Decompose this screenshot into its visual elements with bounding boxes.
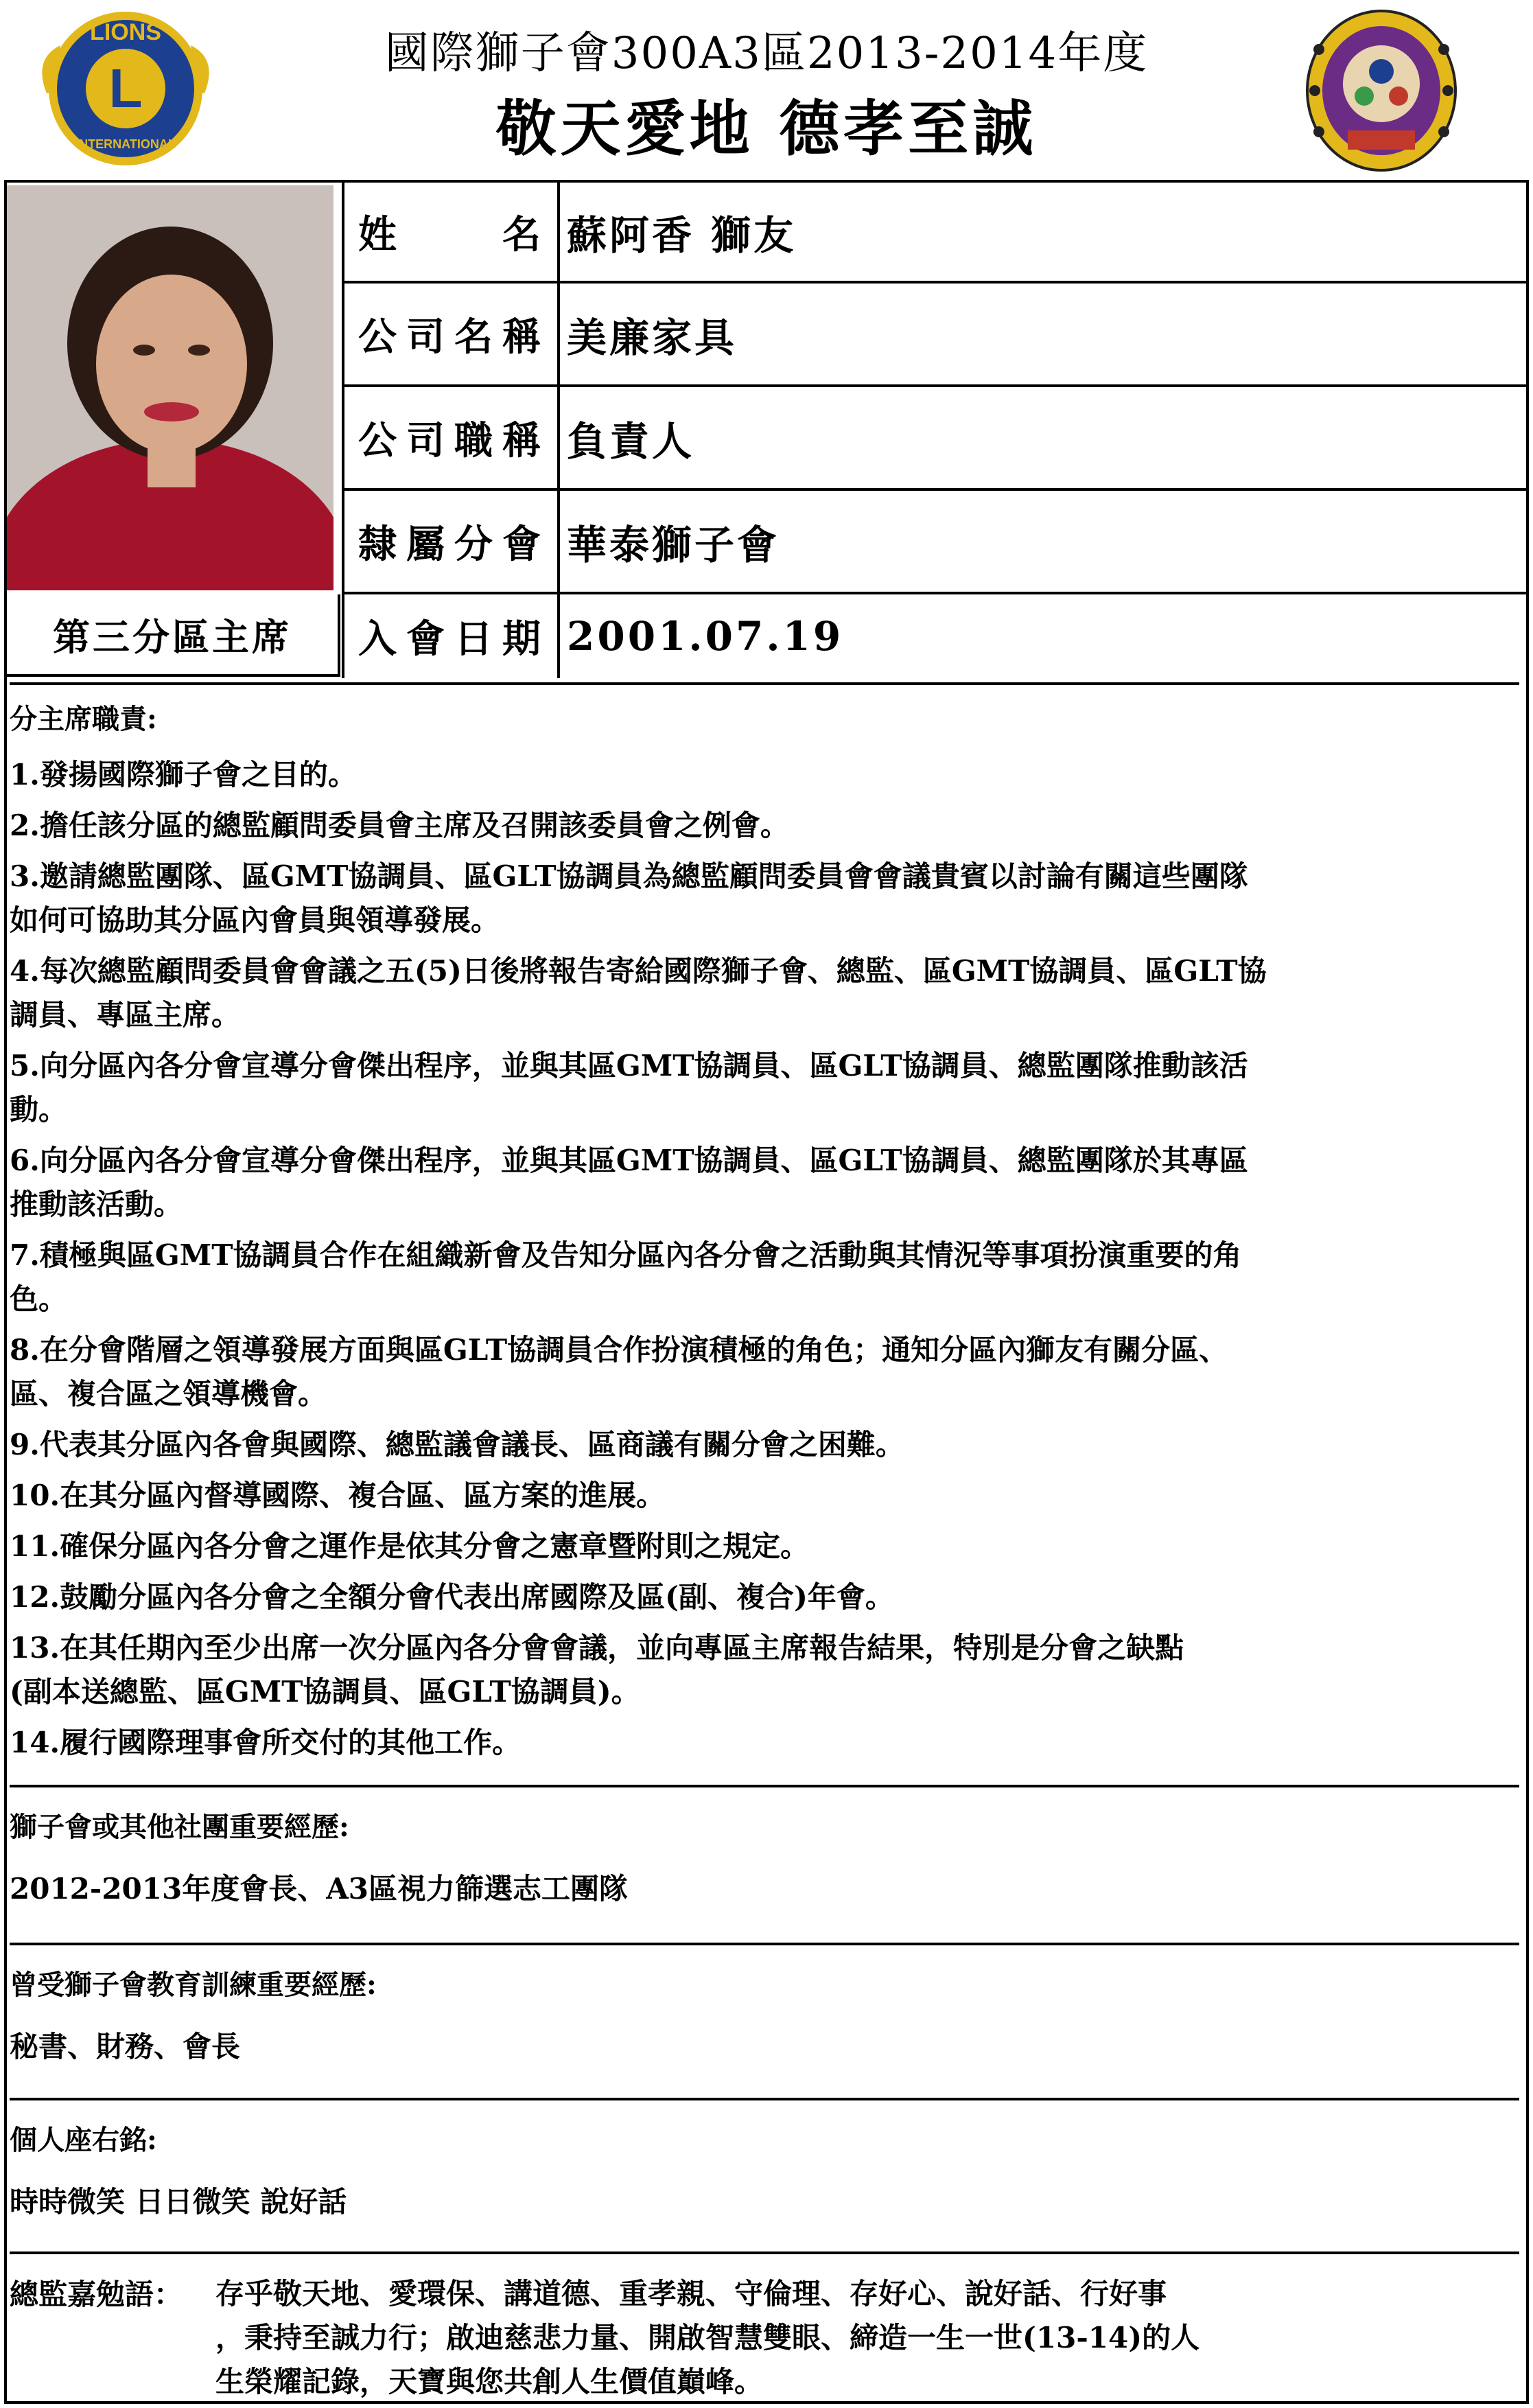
duty-item: 12.鼓勵分區內各分會之全額分會代表出席國際及區(副、複合)年會。 (10, 1580, 894, 1614)
duty-item: 9.代表其分區內各會與國際、總監議會議長、區商議有關分會之困難。 (10, 1428, 904, 1461)
duty-item: 8.在分會階層之領導發展方面與區GLT協調員合作扮演積極的角色；通知分區內獅友有關分區、 區、複合區之領導機會。 (10, 1333, 1228, 1411)
header-title-year: 國際獅子會300A3區2013-2014年度 (384, 28, 1149, 79)
info-value-club: 華泰獅子會 (567, 521, 780, 568)
governor-remarks-section (10, 2251, 1519, 2404)
info-value-join-date: 2001.07.19 (567, 613, 844, 660)
experience-body: 2012-2013年度會長、A3區視力篩選志工團隊 (10, 1872, 629, 1906)
motto-body: 時時微笑 日日微笑 說好話 (10, 2185, 347, 2219)
info-label: 隸屬分會 (342, 491, 560, 592)
governor-remarks-text: 存乎敬天地、愛環保、講道德、重孝親、守倫理、存好心、說好話、行好事 ，秉持至誠力行；啟迪慈悲力量、開啟智慧雙眼、締造一生一世(13-14)的人 生榮耀記錄，天寶與您共創人生價值巔峰。 (215, 2277, 1200, 2398)
svg-text:L: L (108, 58, 143, 119)
duty-item: 2.擔任該分區的總監顧問委員會主席及召開該委員會之例會。 (10, 809, 789, 842)
motto-section (10, 2098, 1519, 2251)
info-label: 姓 名 (342, 183, 560, 281)
info-label: 入會日期 (342, 594, 560, 678)
duty-item: 7.積極與區GMT協調員合作在組織新會及告知分區內各分會之活動與其情況等事項扮演重要的角 色。 (10, 1238, 1242, 1316)
header-title-theme: 敬天愛地 德孝至誠 (495, 93, 1038, 164)
info-row-club (342, 491, 1526, 594)
info-row-join-date (342, 594, 1526, 678)
info-value-company: 美廉家具 (567, 314, 738, 361)
duties-section (10, 682, 1519, 1778)
info-row-company (342, 283, 1526, 387)
experience-section (10, 1785, 1519, 1943)
experience-heading: 獅子會或其他社團重要經歷: (10, 1811, 349, 1843)
info-label: 公司職稱 (342, 387, 560, 488)
district-emblem-icon (1305, 8, 1458, 173)
duty-item: 1.發揚國際獅子會之目的。 (10, 758, 357, 791)
duty-item: 4.每次總監顧問委員會會議之五(5)日後將報告寄給國際獅子會、總監、區GMT協調員、區GLT協 調員、專區主席。 (10, 954, 1267, 1032)
svg-text:INTERNATIONAL: INTERNATIONAL (75, 137, 176, 151)
duty-item: 6.向分區內各分會宣導分會傑出程序，並與其區GMT協調員、區GLT協調員、總監團隊於其專區 推動該活動。 (10, 1144, 1248, 1221)
info-value-job-title: 負責人 (567, 417, 695, 465)
page-header (0, 0, 1533, 180)
duty-item: 5.向分區內各分會宣導分會傑出程序，並與其區GMT協調員、區GLT協調員、總監團隊推動該活 動。 (10, 1049, 1248, 1126)
duty-item: 14.履行國際理事會所交付的其他工作。 (10, 1726, 522, 1759)
training-heading: 曾受獅子會教育訓練重要經歷: (10, 1969, 377, 2001)
duty-item: 13.在其任期內至少出席一次分區內各分會會議，並向專區主席報告結果，特別是分會之缺點 (副本送總監、區GMT協調員、區GLT協調員)。 (10, 1631, 1184, 1709)
info-value-name: 蘇阿香 獅友 (567, 211, 797, 259)
training-body: 秘書、財務、會長 (10, 2030, 241, 2063)
portrait-photo (7, 185, 333, 590)
svg-text:LIONS: LIONS (90, 19, 161, 45)
duty-item: 11.確保分區內各分會之運作是依其分會之憲章暨附則之規定。 (10, 1529, 810, 1563)
profile-info-table (342, 183, 1526, 678)
position-title: 第三分區主席 (7, 594, 340, 677)
duty-item: 10.在其分區內督導國際、複合區、區方案的進展。 (10, 1479, 666, 1512)
motto-heading: 個人座右銘: (10, 2124, 157, 2156)
info-row-job-title (342, 387, 1526, 491)
training-section (10, 1943, 1519, 2098)
governor-remarks-label: 總監嘉勉語： (10, 2278, 183, 2311)
info-row-name (342, 183, 1526, 283)
duty-item: 3.邀請總監團隊、區GMT協調員、區GLT協調員為總監顧問委員會會議貴賓以討論有關這些團隊 如何可協助其分區內會員與領導發展。 (10, 859, 1248, 937)
duties-heading: 分主席職責: (10, 703, 157, 735)
info-label: 公司名稱 (342, 283, 560, 384)
